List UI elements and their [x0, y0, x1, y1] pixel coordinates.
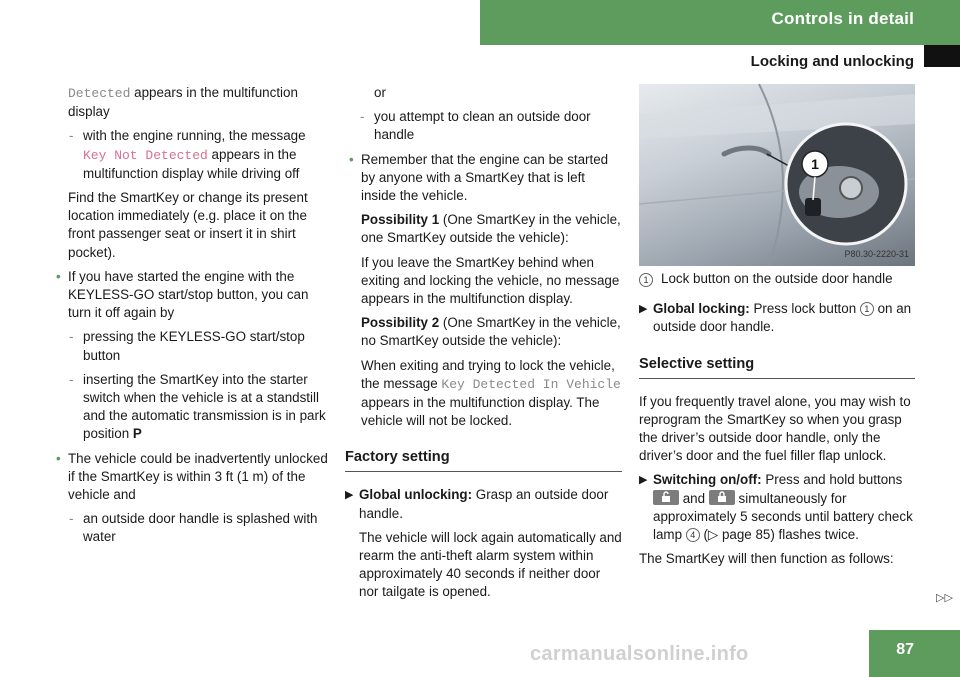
display-message: Key Detected In Vehicle: [441, 376, 621, 392]
continue-arrow-icon: ▷▷: [936, 592, 953, 604]
paragraph: The SmartKey will then function as follows:: [639, 551, 894, 567]
section-heading-selective-setting: Selective setting: [639, 355, 915, 379]
dash-marker: -: [69, 329, 74, 345]
action-arrow-icon: ▶: [639, 303, 648, 316]
section-heading-factory-setting: Factory setting: [345, 448, 622, 472]
display-message: Detected: [68, 86, 131, 101]
callout-number-badge: 1: [639, 273, 653, 287]
bullet-marker: •: [56, 268, 61, 284]
dash-marker: -: [360, 109, 365, 125]
display-message: Key Not Detected: [83, 147, 208, 163]
lock-key-icon: [709, 490, 735, 505]
bullet-item: • Remember that the engine can be started by anyone with a SmartKey that is left inside the vehicle.: [349, 151, 609, 204]
column-3: [639, 84, 915, 574]
image-caption: 1 Lock button on the outside door handle: [639, 270, 915, 288]
door-handle-photo: [639, 84, 915, 266]
unlock-key-icon: [653, 490, 679, 505]
callout-number-badge: 4: [686, 528, 700, 542]
paragraph: When exiting and trying to lock the vehicle, the message Key Detected In Vehicle appears in the multifunction display. The vehicle will not be locked.: [361, 357, 621, 429]
paragraph: Possibility 1 (One SmartKey in the vehicle, one SmartKey outside the vehicle):: [361, 212, 621, 246]
bullet-marker: •: [349, 151, 354, 167]
column-2: [345, 84, 622, 608]
action-arrow-icon: ▶: [639, 474, 648, 487]
paragraph: The vehicle will lock again automatically and rearm the anti-theft alarm system within approximately 40 seconds if neither door nor tailgate is opened.: [359, 529, 622, 600]
section-title: Controls in detail: [771, 9, 914, 28]
page-number-box: [869, 630, 960, 677]
dash-item: - with the engine running, the message Key Not Detected appears in the multifunction display while driving off: [69, 128, 306, 181]
callout-number: 1: [811, 156, 819, 172]
image-code: P80.30-2220-31: [844, 248, 909, 259]
watermark: carmanualsonline.info: [530, 643, 749, 665]
dash-item: - an outside door handle is splashed with water: [69, 511, 318, 545]
paragraph: If you frequently travel alone, you may wish to reprogram the SmartKey so when you grasp the driver’s outside door handle, only the driver’s door and the fuel filler flap unlock.: [639, 393, 911, 464]
paragraph: Possibility 2 (One SmartKey in the vehicle, no SmartKey outside the vehicle):: [361, 315, 621, 349]
dash-marker: -: [69, 128, 74, 144]
dash-item: - you attempt to clean an outside door handle: [360, 109, 591, 143]
bullet-item: • If you have started the engine with the KEYLESS-GO start/stop button, you can turn it off again by: [56, 268, 309, 321]
action-item: ▶ Global locking: Press lock button 1 on an outside door handle.: [639, 301, 912, 335]
dash-marker: -: [69, 511, 74, 527]
subsection-title: Locking and unlocking: [750, 53, 914, 70]
dash-item: - pressing the KEYLESS-GO start/stop button: [69, 329, 305, 363]
action-item: ▶ Global unlocking: Grasp an outside door handle.: [345, 487, 609, 521]
bullet-item: • The vehicle could be inadvertently unlocked if the SmartKey is within 3 ft (1 m) of the vehicle and: [56, 450, 328, 503]
dash-item: - inserting the SmartKey into the starter switch when the vehicle is at a standstill and the automatic transmission is in park position P: [69, 371, 326, 442]
action-arrow-icon: ▶: [345, 489, 354, 502]
page-number: 87: [896, 641, 914, 658]
action-item: ▶ Switching on/off: Press and hold buttons and simultaneously for approximately 5 seconds until battery check lamp 4 (▷ page 85) flashes twice.: [639, 472, 913, 543]
bullet-marker: •: [56, 450, 61, 466]
dash-marker: -: [69, 371, 74, 387]
door-illustration: [639, 84, 915, 266]
paragraph: If you leave the SmartKey behind when exiting and locking the vehicle, no message appears in the multifunction display.: [361, 254, 620, 307]
paragraph: or: [374, 85, 386, 100]
column-1: [52, 84, 332, 553]
header-marker: [924, 45, 960, 67]
callout-number-badge: 1: [860, 302, 874, 316]
paragraph: Detected appears in the multifunction display: [68, 85, 298, 120]
paragraph: Find the SmartKey or change its present location immediately (e.g. place it on the front passenger seat or insert it in shirt pocket).: [68, 190, 308, 260]
